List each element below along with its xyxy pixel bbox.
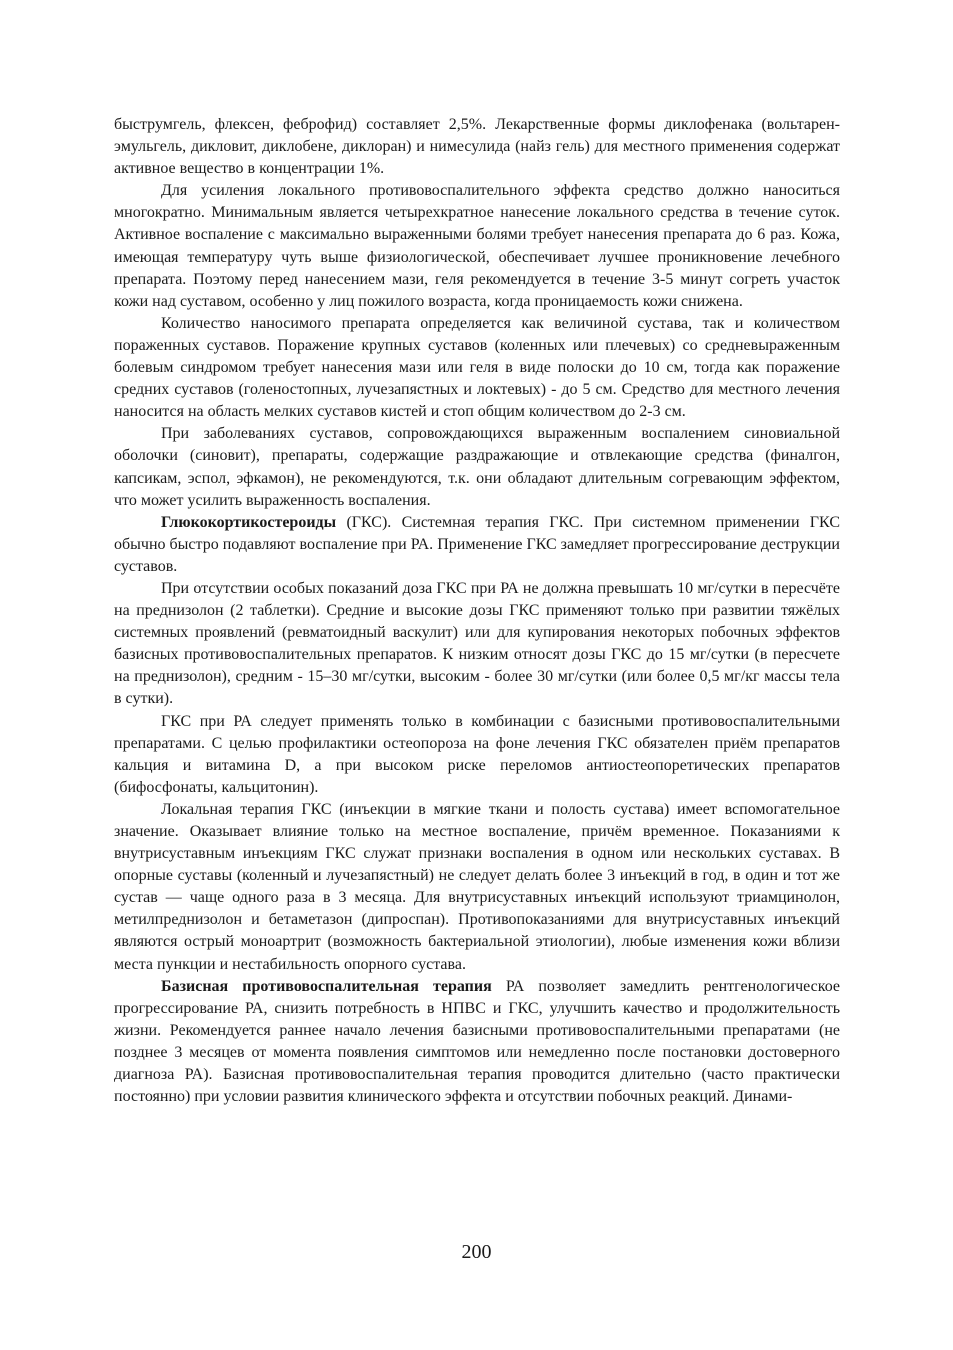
paragraph-7 (114, 711, 840, 799)
paragraph-1 (114, 114, 840, 180)
paragraph-5-heading: Глюкокортикостероиды (161, 513, 337, 531)
paragraph-4-text: При заболеваниях суставов, сопровождающихся выраженным воспалением синовиальной оболочки (синовит), препараты, содержащие раздражающие и отвлекающие средства (финалгон, капсикам, эспол, эфкамон), не рекомендуются, т.к. они обладают длительным согревающим эффектом, что может усилить выраженность воспаления. (114, 425, 840, 509)
paragraph-4 (114, 423, 840, 511)
paragraph-7-text: ГКС при РА следует применять только в комбинации с базисными противовоспалительными препаратами. С целью профилактики остеопороза на фоне лечения ГКС обязателен приём препаратов кальция и витамина D, а при высоком риске переломов антиостеопоретических препаратов (бифосфонаты, кальцитонин). (114, 712, 840, 796)
paragraph-9 (114, 976, 840, 1109)
paragraph-6 (114, 578, 840, 711)
paragraph-5 (114, 512, 840, 578)
paragraph-2-text: Для усиления локального противовоспалительного эффекта средство должно наноситься многократно. Минимальным является четырехкратное нанесение локального средства в течение суток. Активное воспаление с максимально выраженными болями требует нанесения препарата до 6 раз. Кожа, имеющая температуру чуть выше физиологической, обеспечивает лучшее проникновение лечебного препарата. Поэтому перед нанесением мази, геля рекомендуется в течение 3-5 минут согреть участок кожи над суставом, особенно у лиц пожилого возраста, когда проницаемость кожи снижена. (114, 182, 840, 310)
paragraph-6-text: При отсутствии особых показаний доза ГКС при РА не должна превышать 10 мг/сутки в пересчёте на преднизолон (2 таблетки). Средние и высокие дозы ГКС применяют только при развитии тяжёлых системных проявлений (ревматоидный васкулит) или для купирования некоторых побочных эффектов базисных противовоспалительных препаратов. К низким относят дозы ГКС до 15 мг/сутки (в пересчете на преднизолон), средним - 15–30 мг/сутки, высоким - более 30 мг/сутки (или более 0,5 мг/кг массы тела в сутки). (114, 579, 840, 708)
page-number: 200 (461, 1241, 492, 1263)
page-body (114, 114, 840, 1108)
paragraph-1-text: быструмгель, флексен, феброфид) составляет 2,5%. Лекарственные формы диклофенака (вольтарен-эмульгель, дикловит, диклобене, диклоран) и нимесулида (найз гель) для местного применения содержат активное вещество в концентрации 1%. (114, 116, 840, 178)
paragraph-3 (114, 313, 840, 423)
paragraph-8-text: Локальная терапия ГКС (инъекции в мягкие ткани и полость сустава) имеет вспомогательное значение. Оказывает влияние только на местное воспаление, причём временное. Показаниями к внутрисуставным инъекциям ГКС служат признаки воспаления в одном или нескольких суставах. В опорные суставы (коленный и лучезапястный) не следует делать более 3 инъекций в год, в один и тот же сустав — чаще одного раза в 3 месяца. Для внутрисуставных инъекций используют триамцинолон, метилпреднизолон и бетаметазон (дипроспан). Противопоказаниями для внутрисуставных инъекций являются острый моноартрит (возможность бактериальной этиологии), любые изменения кожи вблизи места пункции и нестабильность опорного сустава. (114, 800, 840, 973)
paragraph-9-heading: Базисная противовоспалительная терапия (161, 977, 492, 995)
paragraph-8 (114, 799, 840, 976)
paragraph-2 (114, 180, 840, 313)
paragraph-5-text: (ГКС). Системная терапия ГКС. При системном применении ГКС обычно быстро подавляют воспаление при РА. Применение ГКС замедляет прогрессирование деструкции суставов. (114, 513, 840, 575)
paragraph-3-text: Количество наносимого препарата определяется как величиной сустава, так и количеством пораженных суставов. Поражение крупных суставов (коленных или плечевых) со средневыраженным болевым синдромом требует нанесения мази или геля в виде полоски до 10 см, тогда как поражение средних суставов (голеностопных, лучезапястных и локтевых) - до 5 см. Средство для местного лечения наносится на область мелких суставов кистей и стоп общим количеством до 2-3 см. (114, 314, 840, 421)
paragraph-9-text: РА позволяет замедлить рентгенологическое прогрессирование РА, снизить потребность в НПВС и ГКС, улучшить качество и продолжительность жизни. Рекомендуется раннее начало лечения базисными противовоспалительными препаратами (не позднее 3 месяцев от момента появления симптомов или немедленно после постановки достоверного диагноза РА). Базисная противовоспалительная терапия проводится длительно (часто практически постоянно) при условии развития клинического эффекта и отсутствии побочных реакций. Динами- (114, 977, 840, 1106)
